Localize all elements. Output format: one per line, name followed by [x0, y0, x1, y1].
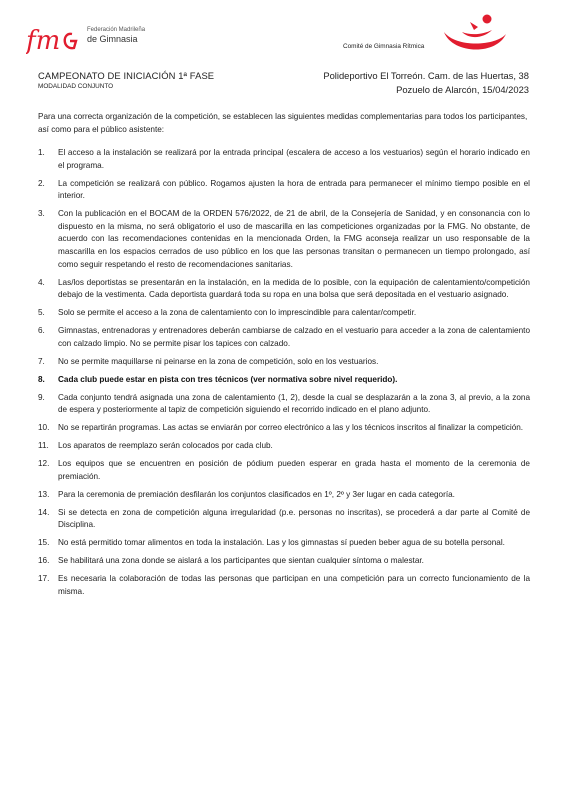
rule-number: 9.	[38, 392, 45, 402]
rule-item	[38, 392, 530, 417]
rule-text: Con la publicación en el BOCAM de la ORDEN 576/2022, de 21 de abril, de la Consejería de Sanidad, y en consonancia con lo dispuesto en la misma, no será obligatorio el uso de mascarilla en las competiciones organizadas por la FMG. No obstante, de acuerdo con las recomendaciones contenidas en la mencionada Orden, la FMG aconseja realizar un uso responsable de la mascarilla en los espacios cerrados de uso público en los que las personas transitan o permanecen un tiempo prolongado, así como seguir respetando el resto de recomendaciones sanitarias.	[58, 209, 530, 269]
modality-label: MODALIDAD CONJUNTO	[38, 83, 114, 90]
rule-text: Solo se permite el acceso a la zona de calentamiento con lo imprescindible para calentar/competir.	[58, 308, 417, 318]
federation-name	[87, 27, 145, 44]
rule-text: Cada club puede estar en pista con tres técnicos (ver normativa sobre nivel requerido).	[58, 374, 398, 384]
venue-address: Polideportivo El Torreón. Cam. de las Huertas, 38	[323, 70, 529, 81]
rule-number: 14.	[38, 507, 50, 517]
rule-text: Las/los deportistas se presentarán en la instalación, en la medida de lo posible, con la equipación de calentamiento/competición debajo de la vestimenta. Cada deportista guardará toda su ropa en una bolsa que será depositada en el vestuario asignado.	[58, 277, 530, 300]
rule-item	[38, 573, 530, 598]
rule-number: 11.	[38, 441, 49, 451]
rhythmic-gymnastics-logo-icon	[440, 10, 510, 58]
rule-item	[38, 208, 530, 271]
rule-item	[38, 356, 530, 369]
rule-text: Se habilitará una zona donde se aislará a los participantes que sientan cualquier síntoma o malestar.	[58, 556, 424, 566]
rule-text: Cada conjunto tendrá asignada una zona de calentamiento (1, 2), desde la cual se desplazarán a la zona 3, al previo, a la zona de espera y posteriormente al tapiz de competición siguiendo el recorrido indicado en el plano adjunto.	[58, 392, 530, 415]
rule-item	[38, 537, 530, 550]
rule-item	[38, 147, 530, 172]
rule-number: 7.	[38, 356, 45, 366]
rule-number: 13.	[38, 489, 50, 499]
intro-paragraph: Para una correcta organización de la competición, se establecen las siguientes medidas complementarias para todos los participantes, así como para el público asistente:	[38, 112, 528, 134]
rule-number: 2.	[38, 178, 45, 188]
rule-item	[38, 277, 530, 302]
rule-number: 10.	[38, 423, 50, 433]
rule-number: 15.	[38, 538, 50, 548]
rule-item	[38, 489, 530, 502]
venue-block	[323, 69, 529, 97]
rule-item	[38, 307, 530, 320]
rules-list	[38, 147, 530, 604]
rule-number: 16.	[38, 556, 50, 566]
rule-number: 1.	[38, 148, 45, 157]
rule-item	[38, 507, 530, 532]
place-date: Pozuelo de Alarcón, 15/04/2023	[396, 84, 529, 95]
rule-text: Para la ceremonia de premiación desfilarán los conjuntos clasificados en 1º, 2º y 3er lugar en cada categoría.	[58, 489, 455, 499]
rule-item	[38, 555, 530, 568]
rule-text: Es necesaria la colaboración de todas las personas que participan en una competición para un correcto funcionamiento de la misma.	[58, 574, 530, 596]
rule-text: No se permite maquillarse ni peinarse en la zona de competición, solo en los vestuarios.	[58, 356, 379, 366]
rule-text: No se repartirán programas. Las actas se enviarán por correo electrónico a las y los técnicos inscritos al finalizar la competición.	[58, 423, 524, 433]
rule-number: 3.	[38, 209, 45, 219]
rule-item	[38, 440, 530, 453]
rule-text: La competición se realizará con público. Rogamos ajusten la hora de entrada para permanecer el mínimo tiempo posible en el interior.	[58, 178, 530, 201]
rule-text: No está permitido tomar alimentos en toda la instalación. Las y los gimnastas sí pueden beber agua de su botella personal.	[58, 538, 505, 548]
rule-item	[38, 458, 530, 483]
rule-number: 17.	[38, 574, 50, 584]
rule-number: 6.	[38, 326, 45, 336]
rule-text: El acceso a la instalación se realizará por la entrada principal (escalera de acceso a los vestuarios) según el horario indicado en el programa.	[58, 148, 530, 170]
rule-number: 12.	[38, 459, 50, 469]
committee-name: Comité de Gimnasia Rítmica	[343, 43, 425, 50]
svg-text:fm: fm	[26, 26, 61, 54]
championship-title: CAMPEONATO DE INICIACIÓN 1ª FASE	[38, 70, 215, 81]
rule-number: 5.	[38, 308, 45, 318]
rule-number: 4.	[38, 277, 45, 287]
rule-number: 8.	[38, 374, 45, 384]
rule-item	[38, 374, 530, 387]
federation-line1: Federación Madrileña	[87, 27, 146, 33]
rule-text: Si se detecta en zona de competición alguna irregularidad (p.e. personas no inscritas), se procederá a dar parte al Comité de Disciplina.	[58, 507, 530, 530]
rule-text: Los equipos que se encuentren en posición de pódium pueden esperar en grada hasta el momento de la ceremonia de premiación.	[58, 459, 530, 481]
rule-text: Los aparatos de reemplazo serán colocados por cada club.	[58, 441, 273, 451]
page-header	[0, 0, 565, 110]
federation-line2: de Gimnasia	[87, 34, 138, 44]
rule-item	[38, 422, 530, 435]
rule-text: Gimnastas, entrenadoras y entrenadores deberán cambiarse de calzado en el vestuario para acceder a la zona de calentamiento con calzado limpio. No se permite pisar los tapices con calzado.	[58, 326, 530, 348]
rule-item	[38, 325, 530, 350]
rule-item	[38, 178, 530, 203]
